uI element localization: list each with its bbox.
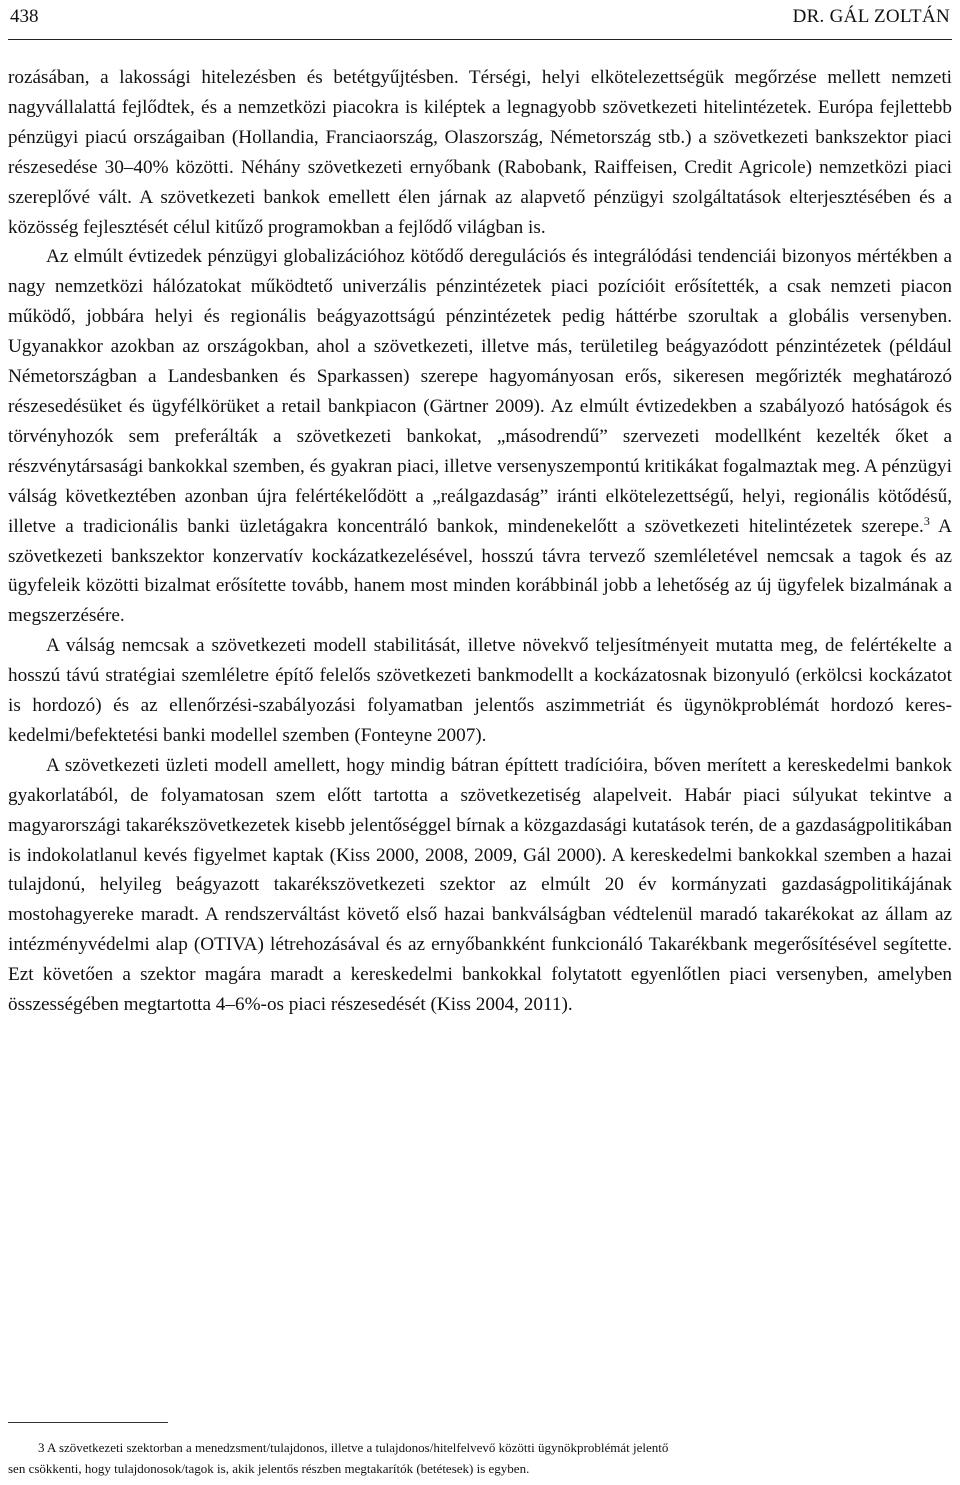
footnote-reference: 3: [923, 513, 930, 528]
header-rule: [8, 39, 952, 40]
running-header: [8, 4, 952, 30]
footnote-rule: [8, 1422, 168, 1423]
paragraph-globalization: [8, 242, 952, 631]
body-text: [8, 63, 952, 1020]
footnote: [8, 1437, 952, 1479]
paragraph-crisis: A válság nemcsak a szövetkezeti modell stabilitását, illetve növekvő teljesítményeit mutatta meg, de felértékelte a hosszú távú stratégiai szemléletre építő felelős szövetkezeti bankmodellt a kockázatosnak bizonyuló (erkölcsi kockázatot is hordozó) és az ellenőrzési-szabályozási folyamatban jelentős aszimmetriát és ügynökproblémát hordozó kereskedelmi/befektetési banki modellel szemben (Fonteyne 2007).: [8, 635, 952, 746]
paragraph-business-model: A szövetkezeti üzleti modell amellett, hogy mindig bátran építtett tradícióira, bőven merített a kereskedelmi bankok gyakorlatából, de folyamatosan szem előtt tartotta a szövetkezetiség alapelveit. Habár piaci súlyukat tekintve a magyarországi takarékszövetkezetek kisebb jelentőséggel bírnak a közgazdasági kutatások terén, de a gazdaságpolitikában is indokolatlanul kevés figyelmet kaptak (Kiss 2000, 2008, 2009, Gál 2000). A kereskedelmi bankokkal szemben a hazai tulajdonú, helyileg beágyazott takarékszövetkezeti szektor az elmúlt 20 év kormányzati gazdaságpolitikájának mostohagyereke maradt. A rendszerváltást követő első hazai bankválságban védtelenül maradó takarékokat az állam az intézményvédelmi alap (OTIVA) létrehozásával és az ernyőbankként funkcionáló Takarékbank megerősítésével segítette. Ezt követően a szektor magára maradt a kereskedelmi bankokkal folytatott egyenlőtlen piaci versenyben, amelyben összességében megtartotta 4–6%-os piaci részesedését (Kiss 2004, 2011).: [8, 754, 952, 1016]
page-number: 438: [10, 6, 39, 27]
paragraph-continued: rozásában, a lakossági hitelezésben és betétgyűjtésben. Térségi, helyi elkötelezettségük megőrzése mellett nemzeti nagyvállalattá fejlődtek, és a nemzetközi piacokra is kiléptek a legnagyobb szövetkezeti hitelintézetek. Európa fejlettebb pénzügyi piacú országaiban (Hollandia, Franciaország, Olaszország, Németország stb.) a szövetkezeti bankszektor piaci részesedése 30–40% közötti. Néhány szövetkezeti ernyőbank (Rabobank, Raiffeisen, Credit Agricole) nemzetközi piaci szereplővé vált. A szövetkezeti bankok emellett élen járnak az alapvető pénzügyi szolgáltatások elterjesztésében és a közösség fejlesztését célul kitűző programokban a fejlődő világban is.: [8, 67, 952, 238]
paragraph-text-after-note: A szövetkezeti bankszektor konzervatív kockázatkezelésével, hosszú távra tervező szemléletével nemcsak a tagok és az ügyfeleik közötti bizalmat erősítette tovább, hanem most minden korábbinál jobb a lehetőség az új ügyfelek bizalmának a megszerzésére.: [8, 515, 952, 627]
footnote-line-1: 3 A szövetkezeti szektorban a menedzsment/tulajdonos, illetve a tulajdonos/hitelfelvevő közötti ügynökproblémát jelentő: [38, 1440, 669, 1455]
running-header-author: DR. GÁL ZOLTÁN: [792, 6, 950, 27]
footnote-line-2: sen csökkenti, hogy tulajdonosok/tagok is, akik jelentős részben megtakarítók (betétesek) is egyben.: [8, 1461, 530, 1476]
paragraph-text-before-note: Az elmúlt évtizedek pénzügyi globalizációhoz kötődő deregulációs és integrálódási tendenciái bizonyos mértékben a nagy nemzetközi hálózatokat működtető univerzális pénzintézetek piaci pozícióit erősítették, a csak nemzeti piacon működő, jobbára helyi és regionális beágyazottságú pénzintézetek pedig háttérbe szorultak a globális versenyben. Ugyanakkor azokban az országokban, ahol a szövetkezeti, illetve más, területileg beágyazódott pénzintézetek (például Németországban a Landesbanken és Sparkassen) szerepe hagyományosan erős, sikeresen megőrizték meghatározó részesedésüket és ügyfélkörüket a retail bankpiacon (Gärtner 2009). Az elmúlt évtizedekben a szabályozó hatóságok és törvényhozók sem preferálták a szövetkezeti bankokat, „másodrendű” szervezeti modellként kezelték őket a részvénytársasági bankokkal szemben, és gyakran piaci, illetve versenyszempontú kritikákat fogalmaztak meg. A pénzügyi válság következtében azonban újra felértékelődött a „reálgazdaság” iránti elkötelezettségű, helyi, regionális kötődésű, illetve a tradicionális banki üzletágakra koncentráló bankok, mindenekelőtt a szövetkezeti hitelintézetek szerepe.: [8, 246, 952, 537]
